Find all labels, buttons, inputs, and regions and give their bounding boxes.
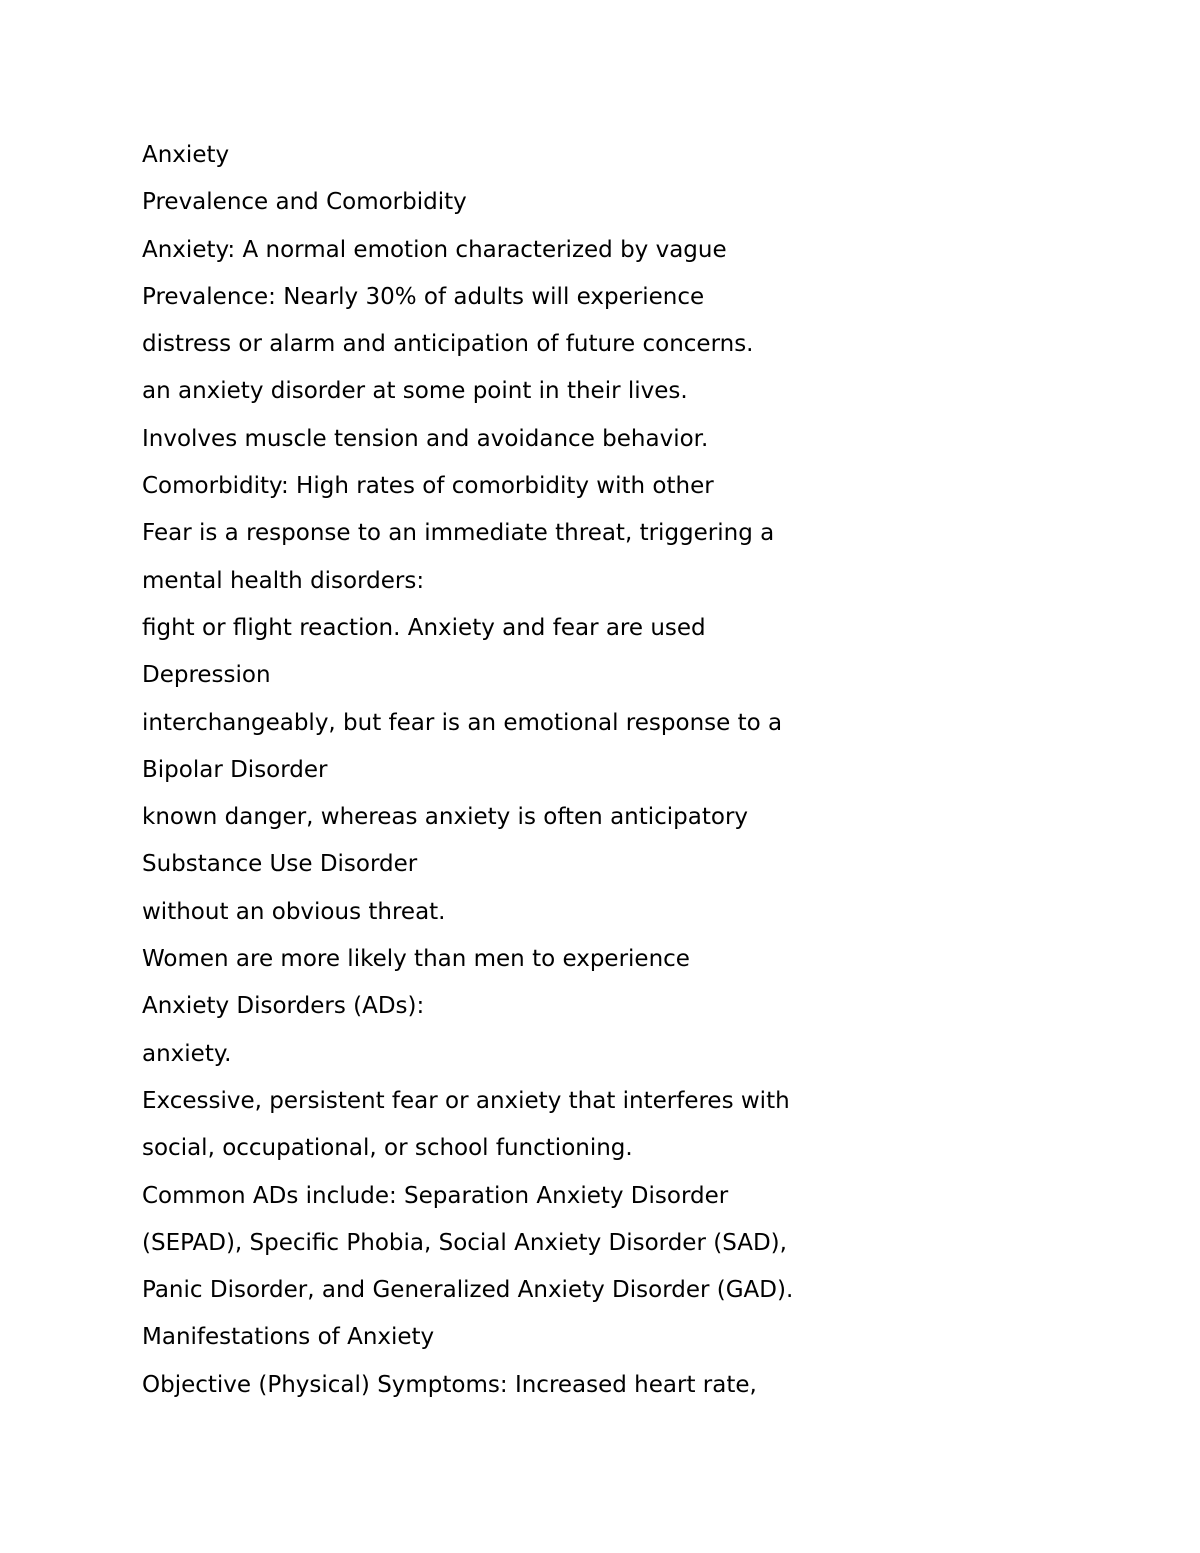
text-line: Depression	[142, 662, 271, 689]
text-line: Fear is a response to an immediate threat, triggering a	[142, 520, 775, 547]
text-line: known danger, whereas anxiety is often anticipatory	[142, 804, 749, 831]
text-line: Involves muscle tension and avoidance behavior.	[142, 425, 709, 452]
text-line: Bipolar Disorder	[142, 756, 328, 783]
text-line: Comorbidity: High rates of comorbidity with other	[142, 473, 714, 500]
text-line: Anxiety	[142, 142, 230, 168]
text-line: Excessive, persistent fear or anxiety that interferes with	[142, 1087, 790, 1114]
text-line: Substance Use Disorder	[142, 851, 418, 878]
text-line: anxiety.	[142, 1040, 232, 1067]
text-line: interchangeably, but fear is an emotional response to a	[142, 709, 783, 736]
text-line: Objective (Physical) Symptoms: Increased heart rate,	[142, 1371, 757, 1398]
text-line: social, occupational, or school functioning.	[142, 1135, 633, 1162]
text-line: Prevalence: Nearly 30% of adults will experience	[142, 283, 705, 310]
text-line: Common ADs include: Separation Anxiety Disorder	[142, 1182, 729, 1209]
document-body	[142, 132, 1102, 1409]
text-line: Women are more likely than men to experience	[142, 946, 690, 973]
text-line: Anxiety Disorders (ADs):	[142, 993, 425, 1020]
text-line: (SEPAD), Specific Phobia, Social Anxiety Disorder (SAD),	[142, 1229, 787, 1256]
text-line: without an obvious threat.	[142, 898, 446, 925]
text-line: Manifestations of Anxiety	[142, 1324, 435, 1351]
text-line: mental health disorders:	[142, 567, 425, 594]
text-line: Anxiety: A normal emotion characterized by vague	[142, 236, 727, 263]
text-line: fight or flight reaction. Anxiety and fear are used	[142, 614, 706, 641]
text-line: Prevalence and Comorbidity	[142, 189, 467, 216]
text-line: Panic Disorder, and Generalized Anxiety Disorder (GAD).	[142, 1277, 794, 1304]
text-line: distress or alarm and anticipation of future concerns.	[142, 331, 754, 358]
text-line: an anxiety disorder at some point in their lives.	[142, 378, 688, 405]
